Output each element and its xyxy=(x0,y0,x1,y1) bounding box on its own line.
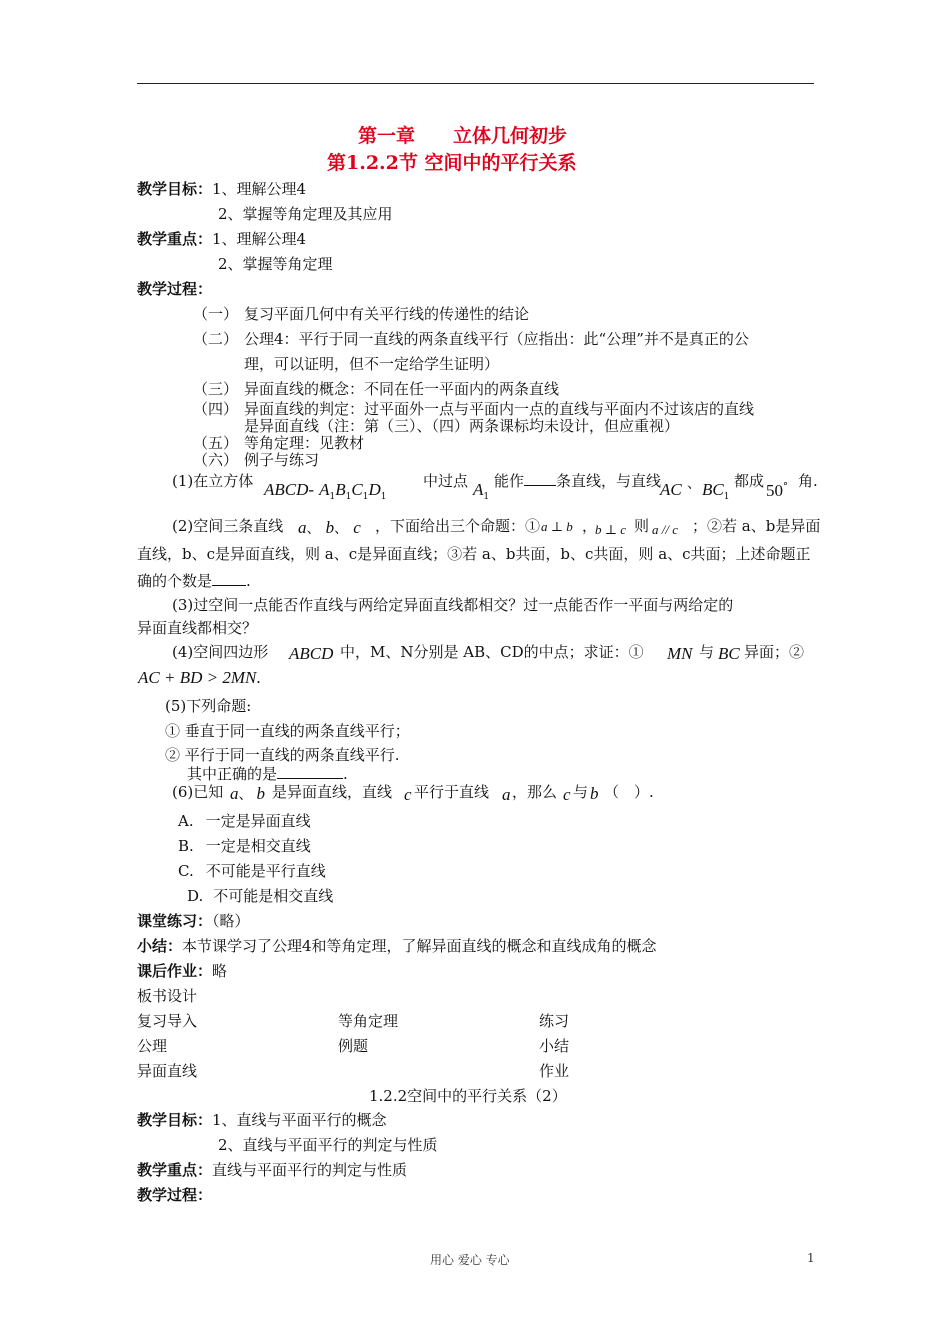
key-point-item: 2、掌握等角定理 xyxy=(218,255,333,273)
relation-2: b ⊥ c xyxy=(595,522,626,537)
exercise-5-title: (5)下列命题: xyxy=(165,697,252,715)
exercise-3-line1: (3)过空间一点能否作直线与两给定异面直线都相交？过一点能否作一平面与两给定的 xyxy=(172,596,734,614)
step-number: （一） xyxy=(193,305,239,323)
line-ac: AC xyxy=(660,480,682,499)
section-title: 第1.2.2节 空间中的平行关系 xyxy=(327,152,577,174)
segment-bc: BC xyxy=(718,644,740,663)
exercise-6-text1: 是异面直线，直线 xyxy=(272,783,393,801)
step-text: 复习平面几何中有关平行线的传递性的结论 xyxy=(244,305,530,323)
part2-key-points: 教学重点：直线与平面平行的判定与性质 xyxy=(137,1161,408,1179)
classroom-practice: 课堂练习：（略） xyxy=(137,912,250,930)
step-text-continued: 是异面直线（注：第（三）、（四）两条课标均未设计，但应重视） xyxy=(244,417,680,435)
process-label: 教学过程： xyxy=(137,280,213,298)
key-point-item: 1、理解公理4 xyxy=(212,230,307,248)
exercise-3-line2: 异面直线都相交？ xyxy=(137,619,258,637)
exercise-6-text3: ，那么 xyxy=(512,783,558,801)
with: 与 xyxy=(573,783,589,801)
board-cell: 例题 xyxy=(338,1037,369,1055)
step-text: 异面直线的概念：不同在任一平面内的两条直线 xyxy=(244,380,560,398)
step-number: （二） xyxy=(193,330,239,348)
exercise-4-text2: 异面；② xyxy=(744,643,805,661)
exercise-1-end2: 角. xyxy=(798,472,818,490)
option-b[interactable]: B. 一定是相交直线 xyxy=(178,837,311,855)
footer-text: 用心 爱心 专心 xyxy=(430,1253,510,1267)
separator: 、 xyxy=(687,476,701,492)
exercise-2-line3: 确的个数是 . xyxy=(137,572,251,590)
option-a[interactable]: A. 一定是异面直线 xyxy=(178,812,311,830)
exercise-1-mid: 中过点 xyxy=(423,472,469,490)
step-text: 等角定理：见教材 xyxy=(244,434,365,452)
exercise-1-mid2: 能作 条直线，与直线 xyxy=(494,472,662,490)
exercise-4-text: 中，M、N分别是 AB、CD的中点；求证：① xyxy=(340,643,644,661)
relation-1: a ⊥ b xyxy=(541,519,573,534)
quad-name: ABCD xyxy=(289,644,334,663)
point-a1: $A_1$ xyxy=(473,480,490,503)
cube-name: ABCD- $A_1B_1C_1D_1$ xyxy=(264,480,387,503)
option-c[interactable]: C. 不可能是平行直线 xyxy=(178,862,326,880)
answer-blank[interactable] xyxy=(524,471,556,486)
exercise-4-prefix: (4)空间四边形 xyxy=(172,643,269,661)
line-c: c xyxy=(404,785,412,804)
angle-value: 50° xyxy=(766,481,788,500)
exercise-1-prefix: (1)在立方体 xyxy=(172,472,254,490)
line-bc1: $BC_1$ xyxy=(702,480,730,503)
lines-abc: a、 b、 c xyxy=(298,518,361,537)
part2-objective-item: 2、直线与平面平行的判定与性质 xyxy=(218,1136,438,1154)
exercise-6-prefix: (6)已知 xyxy=(172,783,224,801)
part2-heading: 1.2.2空间中的平行关系（2） xyxy=(369,1087,567,1105)
line-a: a xyxy=(502,785,511,804)
then: 则 xyxy=(634,517,650,535)
part2-objectives: 教学目标：1、直线与平面平行的概念 xyxy=(137,1111,387,1129)
objectives-label: 教学目标： xyxy=(137,180,213,198)
segment-mn: MN xyxy=(667,644,693,663)
exercise-6-text4: （ ）. xyxy=(604,783,654,801)
board-cell: 异面直线 xyxy=(137,1062,198,1080)
step-text: 公理4：平行于同一直线的两条直线平行（应指出：此“公理”并不是真正的公 xyxy=(244,330,749,348)
step-text: 异面直线的判定：过平面外一点与平面内一点的直线与平面内不过该店的直线 xyxy=(244,400,755,418)
relation-3: a // c xyxy=(652,522,678,537)
board-cell: 作业 xyxy=(539,1062,570,1080)
exercise-2-text2: ；②若 a、b是异面 xyxy=(692,517,821,535)
board-cell: 练习 xyxy=(539,1012,570,1030)
step-number: （五） xyxy=(193,434,239,452)
objective-item: 1、理解公理4 xyxy=(212,180,307,198)
step-number: （四） xyxy=(193,400,239,418)
comma: ， xyxy=(582,517,598,535)
part2-process-label: 教学过程： xyxy=(137,1186,213,1204)
exercise-2-prefix: (2)空间三条直线 xyxy=(172,517,284,535)
inequality: AC + BD > 2MN. xyxy=(138,668,261,687)
chapter-title: 第一章 立体几何初步 xyxy=(358,125,568,147)
objective-item: 2、掌握等角定理及其应用 xyxy=(218,205,393,223)
homework: 课后作业：略 xyxy=(137,962,228,980)
answer-blank[interactable] xyxy=(277,764,343,779)
board-cell: 复习导入 xyxy=(137,1012,198,1030)
key-points xyxy=(137,228,306,249)
exercise-5-answer: 其中正确的是 . xyxy=(187,765,348,783)
step-text: 例子与练习 xyxy=(244,451,320,469)
page-number: 1 xyxy=(807,1251,815,1265)
header-rule xyxy=(137,83,814,84)
board-cell: 等角定理 xyxy=(338,1012,399,1030)
summary: 小结：本节课学习了公理4和等角定理，了解异面直线的概念和直线成角的概念 xyxy=(137,937,657,955)
line-b: b xyxy=(590,784,599,803)
exercise-2-text: ，下面给出三个命题：① xyxy=(375,517,541,535)
exercise-2-line2: 直线，b、c是异面直线，则 a、c是异面直线；③若 a、b共面，b、c共面，则 a、c共面；上述命题正 xyxy=(137,545,811,563)
lines-ab: a、 b xyxy=(230,784,265,803)
exercise-1-end1: 都成 xyxy=(734,472,765,490)
key-points-label: 教学重点： xyxy=(137,230,213,248)
board-cell: 小结 xyxy=(539,1037,570,1055)
board-title: 板书设计 xyxy=(137,987,198,1005)
exercise-5-item: ② 平行于同一直线的两条直线平行. xyxy=(165,746,400,764)
answer-blank[interactable] xyxy=(212,571,246,586)
board-cell: 公理 xyxy=(137,1037,168,1055)
and: 与 xyxy=(699,643,715,661)
step-number: （六） xyxy=(193,451,239,469)
exercise-5-item: ① 垂直于同一直线的两条直线平行； xyxy=(165,722,410,740)
step-text-continued: 理，可以证明，但不一定给学生证明） xyxy=(244,355,500,373)
step-number: （三） xyxy=(193,380,239,398)
exercise-6-text2: 平行于直线 xyxy=(414,783,490,801)
option-d[interactable]: D. 不可能是相交直线 xyxy=(187,887,334,905)
objectives xyxy=(137,178,306,199)
line-c: c xyxy=(563,785,571,804)
